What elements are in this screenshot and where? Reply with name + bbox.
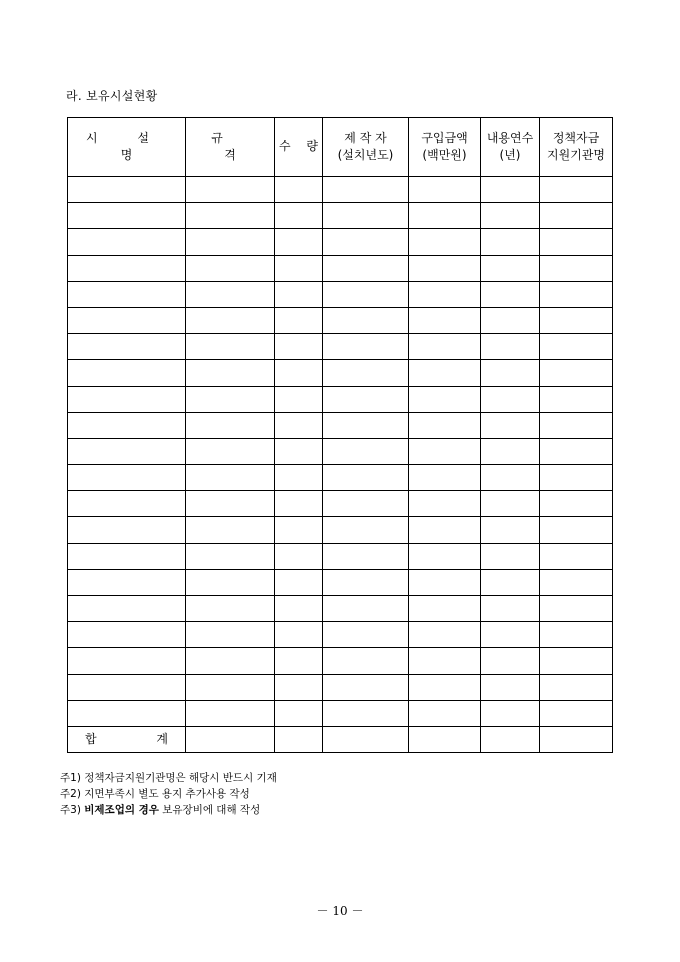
table-cell[interactable] <box>275 281 323 307</box>
table-row <box>68 281 613 307</box>
section-title: 라. 보유시설현황 <box>66 89 158 103</box>
table-cell[interactable] <box>186 674 275 700</box>
table-cell[interactable] <box>409 412 481 438</box>
table-cell[interactable] <box>186 360 275 386</box>
table-cell[interactable] <box>540 569 613 595</box>
table-cell[interactable] <box>481 465 540 491</box>
total-label: 합 계 <box>85 731 196 746</box>
total-cell[interactable] <box>409 726 481 752</box>
table-cell[interactable] <box>409 281 481 307</box>
table-cell[interactable] <box>481 517 540 543</box>
total-cell[interactable] <box>275 726 323 752</box>
table-cell[interactable] <box>323 648 409 674</box>
table-cell[interactable] <box>323 517 409 543</box>
table-cell[interactable] <box>186 177 275 203</box>
table-cell[interactable] <box>409 334 481 360</box>
table-cell[interactable] <box>409 203 481 229</box>
table-cell[interactable] <box>540 465 613 491</box>
header-facility-name: 시 설 명 <box>68 118 186 177</box>
table-cell[interactable] <box>186 517 275 543</box>
table-cell[interactable] <box>275 360 323 386</box>
table-cell[interactable] <box>323 438 409 464</box>
total-cell[interactable] <box>323 726 409 752</box>
table-row <box>68 622 613 648</box>
table-cell[interactable] <box>323 596 409 622</box>
table-cell[interactable] <box>481 255 540 281</box>
header-useful-life: 내용연수 (년) <box>481 118 540 177</box>
table-cell[interactable] <box>275 255 323 281</box>
table-cell[interactable] <box>68 465 186 491</box>
table-cell[interactable] <box>540 255 613 281</box>
table-cell[interactable] <box>481 360 540 386</box>
table-row <box>68 491 613 517</box>
table-cell[interactable] <box>409 543 481 569</box>
table-cell[interactable] <box>481 281 540 307</box>
table-cell[interactable] <box>68 177 186 203</box>
table-cell[interactable] <box>68 255 186 281</box>
table-row <box>68 360 613 386</box>
table-row <box>68 177 613 203</box>
page-number: － 10 － <box>316 904 364 918</box>
table-cell[interactable] <box>481 674 540 700</box>
table-cell[interactable] <box>409 700 481 726</box>
table-cell[interactable] <box>323 700 409 726</box>
table-cell[interactable] <box>68 491 186 517</box>
table-cell[interactable] <box>186 465 275 491</box>
header-row <box>68 118 613 177</box>
table-row <box>68 438 613 464</box>
table-cell[interactable] <box>275 386 323 412</box>
table-cell[interactable] <box>186 334 275 360</box>
table-cell[interactable] <box>275 700 323 726</box>
table-cell[interactable] <box>275 569 323 595</box>
table-cell[interactable] <box>323 334 409 360</box>
header-purchase-amount: 구입금액 (백만원) <box>409 118 481 177</box>
facility-table <box>67 117 613 753</box>
header-policy-fund-agency: 정책자금 지원기관명 <box>540 118 613 177</box>
table-cell[interactable] <box>323 465 409 491</box>
table-cell[interactable] <box>540 543 613 569</box>
notes <box>60 770 277 818</box>
table-cell[interactable] <box>68 700 186 726</box>
table-cell[interactable] <box>540 281 613 307</box>
table-row <box>68 648 613 674</box>
table-cell[interactable] <box>186 700 275 726</box>
table-cell[interactable] <box>68 386 186 412</box>
table-row <box>68 700 613 726</box>
table-cell[interactable] <box>540 596 613 622</box>
table-cell[interactable] <box>540 307 613 333</box>
table-cell[interactable] <box>409 569 481 595</box>
table-cell[interactable] <box>481 569 540 595</box>
total-label-cell <box>68 726 196 752</box>
table-cell[interactable] <box>275 438 323 464</box>
table-cell[interactable] <box>186 622 275 648</box>
table-cell[interactable] <box>409 386 481 412</box>
header-manufacturer: 제 작 자 (설치년도) <box>323 118 409 177</box>
table-cell[interactable] <box>409 465 481 491</box>
table-row <box>68 596 613 622</box>
table-row <box>68 334 613 360</box>
table-cell[interactable] <box>186 281 275 307</box>
table-cell[interactable] <box>409 229 481 255</box>
table-cell[interactable] <box>409 674 481 700</box>
table-cell[interactable] <box>323 543 409 569</box>
table-cell[interactable] <box>323 674 409 700</box>
table-cell[interactable] <box>275 543 323 569</box>
table-cell[interactable] <box>186 438 275 464</box>
table-cell[interactable] <box>68 334 186 360</box>
table-cell[interactable] <box>481 203 540 229</box>
table-cell[interactable] <box>323 281 409 307</box>
table-cell[interactable] <box>186 386 275 412</box>
table-cell[interactable] <box>481 334 540 360</box>
table-cell[interactable] <box>481 596 540 622</box>
table-cell[interactable] <box>68 596 186 622</box>
table-cell[interactable] <box>481 229 540 255</box>
table-cell[interactable] <box>540 177 613 203</box>
table-cell[interactable] <box>186 307 275 333</box>
total-cell[interactable] <box>540 726 613 752</box>
table-body <box>68 177 613 753</box>
table-cell[interactable] <box>275 674 323 700</box>
table-cell[interactable] <box>323 255 409 281</box>
table-cell[interactable] <box>275 491 323 517</box>
table-cell[interactable] <box>540 360 613 386</box>
table-cell[interactable] <box>481 307 540 333</box>
total-row <box>68 726 613 752</box>
table-cell[interactable] <box>68 412 186 438</box>
table-row <box>68 229 613 255</box>
table-cell[interactable] <box>68 569 186 595</box>
table-cell[interactable] <box>409 360 481 386</box>
table-cell[interactable] <box>186 255 275 281</box>
table-cell[interactable] <box>275 229 323 255</box>
table-row <box>68 674 613 700</box>
note-3: 주3) 비제조업의 경우 보유장비에 대해 작성 <box>60 804 261 816</box>
header-spec: 규 격 <box>186 118 275 177</box>
table-cell[interactable] <box>323 412 409 438</box>
table-cell[interactable] <box>186 543 275 569</box>
table-row <box>68 569 613 595</box>
table-cell[interactable] <box>275 648 323 674</box>
table-cell[interactable] <box>275 203 323 229</box>
table-cell[interactable] <box>68 203 186 229</box>
table-cell[interactable] <box>540 334 613 360</box>
table-cell[interactable] <box>409 648 481 674</box>
table-cell[interactable] <box>275 596 323 622</box>
table-cell[interactable] <box>186 491 275 517</box>
table-cell[interactable] <box>68 438 186 464</box>
table-row <box>68 517 613 543</box>
table-row <box>68 412 613 438</box>
table-cell[interactable] <box>409 491 481 517</box>
table-cell[interactable] <box>409 596 481 622</box>
table-cell[interactable] <box>481 648 540 674</box>
table-cell[interactable] <box>68 360 186 386</box>
table-cell[interactable] <box>540 438 613 464</box>
table-cell[interactable] <box>540 674 613 700</box>
table-cell[interactable] <box>68 281 186 307</box>
table-cell[interactable] <box>481 543 540 569</box>
table-cell[interactable] <box>409 517 481 543</box>
table-cell[interactable] <box>186 596 275 622</box>
table-cell[interactable] <box>481 700 540 726</box>
table-cell[interactable] <box>68 307 186 333</box>
table-cell[interactable] <box>409 307 481 333</box>
table-row <box>68 255 613 281</box>
table-row <box>68 465 613 491</box>
header-quantity: 수 량 <box>275 118 323 177</box>
table-cell[interactable] <box>481 622 540 648</box>
table-cell[interactable] <box>323 307 409 333</box>
table-cell[interactable] <box>540 517 613 543</box>
table-cell[interactable] <box>186 648 275 674</box>
table-cell[interactable] <box>68 648 186 674</box>
table-cell[interactable] <box>275 334 323 360</box>
table-cell[interactable] <box>275 177 323 203</box>
table-cell[interactable] <box>481 386 540 412</box>
total-cell[interactable] <box>186 726 275 752</box>
table-cell[interactable] <box>68 543 186 569</box>
table-cell[interactable] <box>275 622 323 648</box>
table-cell[interactable] <box>323 491 409 517</box>
table-cell[interactable] <box>481 412 540 438</box>
table-cell[interactable] <box>540 700 613 726</box>
table-cell[interactable] <box>68 674 186 700</box>
table-cell[interactable] <box>540 229 613 255</box>
table-cell[interactable] <box>540 203 613 229</box>
table-row <box>68 386 613 412</box>
table-cell[interactable] <box>540 622 613 648</box>
table-row <box>68 307 613 333</box>
table-cell[interactable] <box>540 648 613 674</box>
table-cell[interactable] <box>186 569 275 595</box>
table-cell[interactable] <box>323 203 409 229</box>
table-cell[interactable] <box>481 491 540 517</box>
table-cell[interactable] <box>323 360 409 386</box>
table-cell[interactable] <box>540 412 613 438</box>
table-cell[interactable] <box>323 622 409 648</box>
note-2: 주2) 지면부족시 별도 용지 추가사용 작성 <box>60 788 250 800</box>
table-cell[interactable] <box>186 203 275 229</box>
table-cell[interactable] <box>540 386 613 412</box>
note-1: 주1) 정책자금지원기관명은 해당시 반드시 기재 <box>60 772 277 784</box>
table-cell[interactable] <box>68 517 186 543</box>
table-cell[interactable] <box>275 412 323 438</box>
total-cell[interactable] <box>481 726 540 752</box>
table-row <box>68 203 613 229</box>
table-cell[interactable] <box>186 229 275 255</box>
table-cell[interactable] <box>409 622 481 648</box>
table-cell[interactable] <box>323 386 409 412</box>
table-cell[interactable] <box>275 307 323 333</box>
table-cell[interactable] <box>275 465 323 491</box>
table-cell[interactable] <box>323 177 409 203</box>
table-cell[interactable] <box>275 517 323 543</box>
table-cell[interactable] <box>540 491 613 517</box>
table-cell[interactable] <box>323 569 409 595</box>
table-cell[interactable] <box>409 177 481 203</box>
table-cell[interactable] <box>323 229 409 255</box>
table-cell[interactable] <box>409 255 481 281</box>
table-cell[interactable] <box>481 177 540 203</box>
table-cell[interactable] <box>68 622 186 648</box>
table-row <box>68 543 613 569</box>
table-cell[interactable] <box>409 438 481 464</box>
table-cell[interactable] <box>481 438 540 464</box>
table-cell[interactable] <box>186 412 275 438</box>
table-cell[interactable] <box>68 229 186 255</box>
